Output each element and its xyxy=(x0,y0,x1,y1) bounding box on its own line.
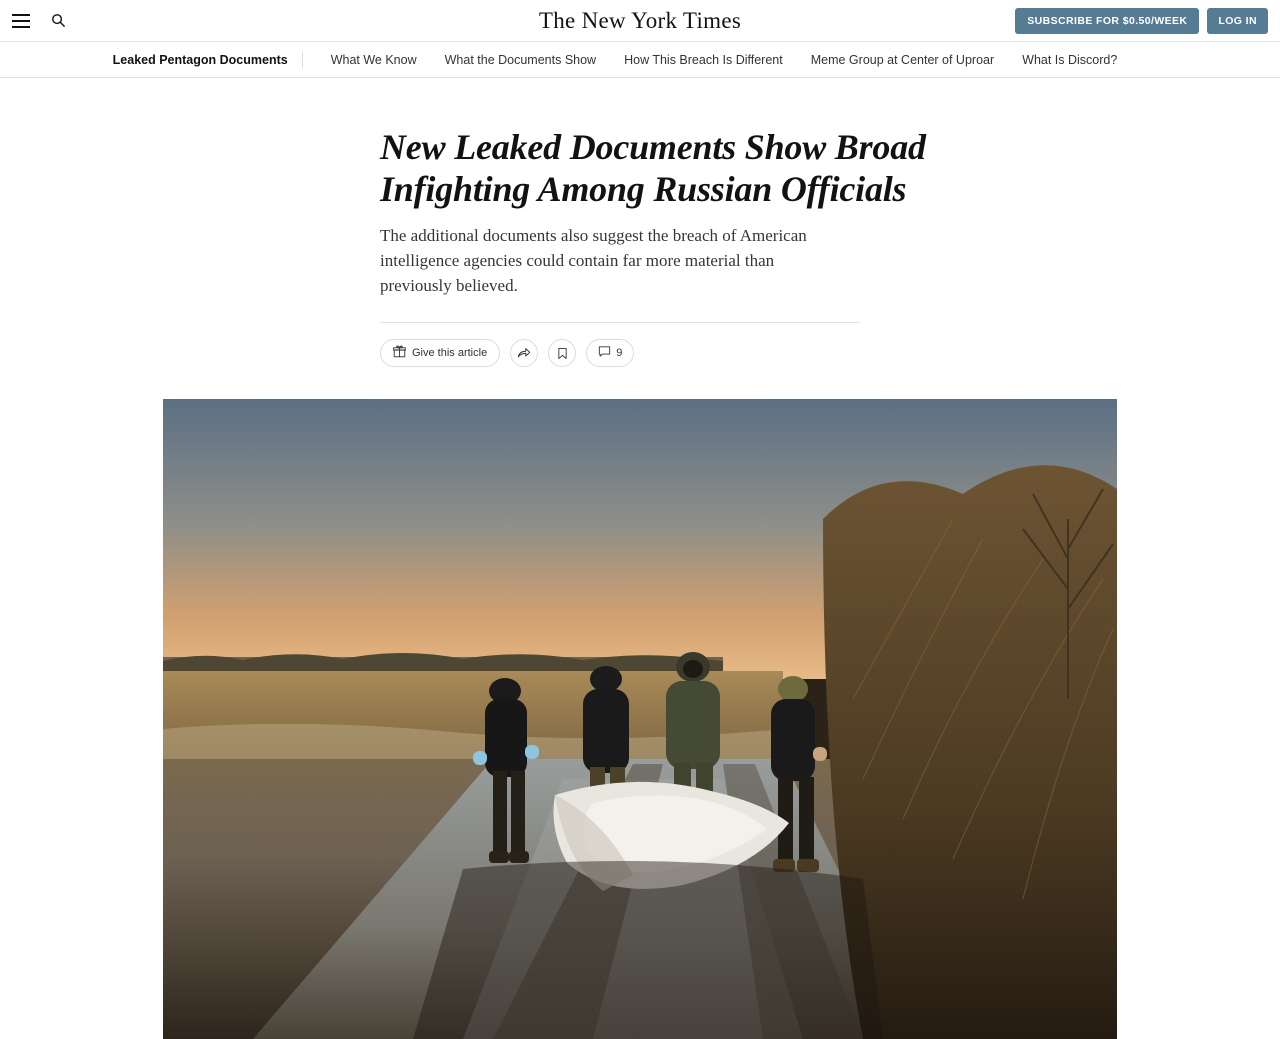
subnav-title[interactable]: Leaked Pentagon Documents xyxy=(112,52,288,67)
lead-image-figure xyxy=(163,399,1117,1039)
comments-button[interactable] xyxy=(586,339,634,367)
subnav-link-what-is-discord[interactable]: What Is Discord? xyxy=(1022,52,1118,67)
masthead xyxy=(0,0,1280,42)
comment-count: 9 xyxy=(616,347,623,360)
subnav-divider xyxy=(302,52,303,68)
subnav-link-how-this-breach-is-different[interactable]: How This Breach Is Different xyxy=(624,52,783,67)
article-header xyxy=(380,126,980,367)
article xyxy=(0,78,1280,1039)
masthead-left-controls xyxy=(12,11,68,31)
search-glyph xyxy=(51,13,66,28)
article-action-bar xyxy=(380,339,980,367)
subnav-link-what-we-know[interactable]: What We Know xyxy=(330,52,417,67)
comment-glyph xyxy=(598,345,611,358)
bookmark-glyph xyxy=(556,347,569,360)
gift-icon xyxy=(393,345,406,361)
bookmark-icon[interactable] xyxy=(548,339,576,367)
give-this-article-button[interactable] xyxy=(380,339,500,367)
login-button[interactable]: LOG IN xyxy=(1207,8,1268,34)
subnav-link-what-the-documents-show[interactable]: What the Documents Show xyxy=(444,52,597,67)
hamburger-bar-3 xyxy=(12,26,30,28)
lead-image-illustration xyxy=(163,399,1117,1039)
topic-subnav xyxy=(0,42,1280,78)
article-summary: The additional documents also suggest the breach of American intelligence agencies could contain far more material than previously believed. xyxy=(380,226,807,295)
lead-image xyxy=(163,399,1117,1039)
hamburger-menu-icon[interactable] xyxy=(12,14,30,28)
subnav-link-meme-group-at-center-of-uproar[interactable]: Meme Group at Center of Uproar xyxy=(810,52,995,67)
hamburger-bar-2 xyxy=(12,20,30,22)
give-this-article-label: Give this article xyxy=(412,347,488,360)
page-title: New Leaked Documents Show Broad Infighting Among Russian Officials xyxy=(380,127,926,210)
subscribe-button[interactable]: SUBSCRIBE FOR $0.50/WEEK xyxy=(1015,8,1199,34)
masthead-right-controls xyxy=(1015,8,1268,34)
hamburger-bar-1 xyxy=(12,14,30,16)
search-icon[interactable] xyxy=(48,11,68,31)
header-divider xyxy=(380,322,860,323)
nyt-logo[interactable]: The New York Times xyxy=(538,7,742,33)
comment-bubble-icon xyxy=(598,345,611,361)
gift-glyph xyxy=(393,345,406,358)
subnav-inner xyxy=(72,52,1172,68)
share-arrow-icon[interactable] xyxy=(510,339,538,367)
share-glyph xyxy=(517,346,531,360)
